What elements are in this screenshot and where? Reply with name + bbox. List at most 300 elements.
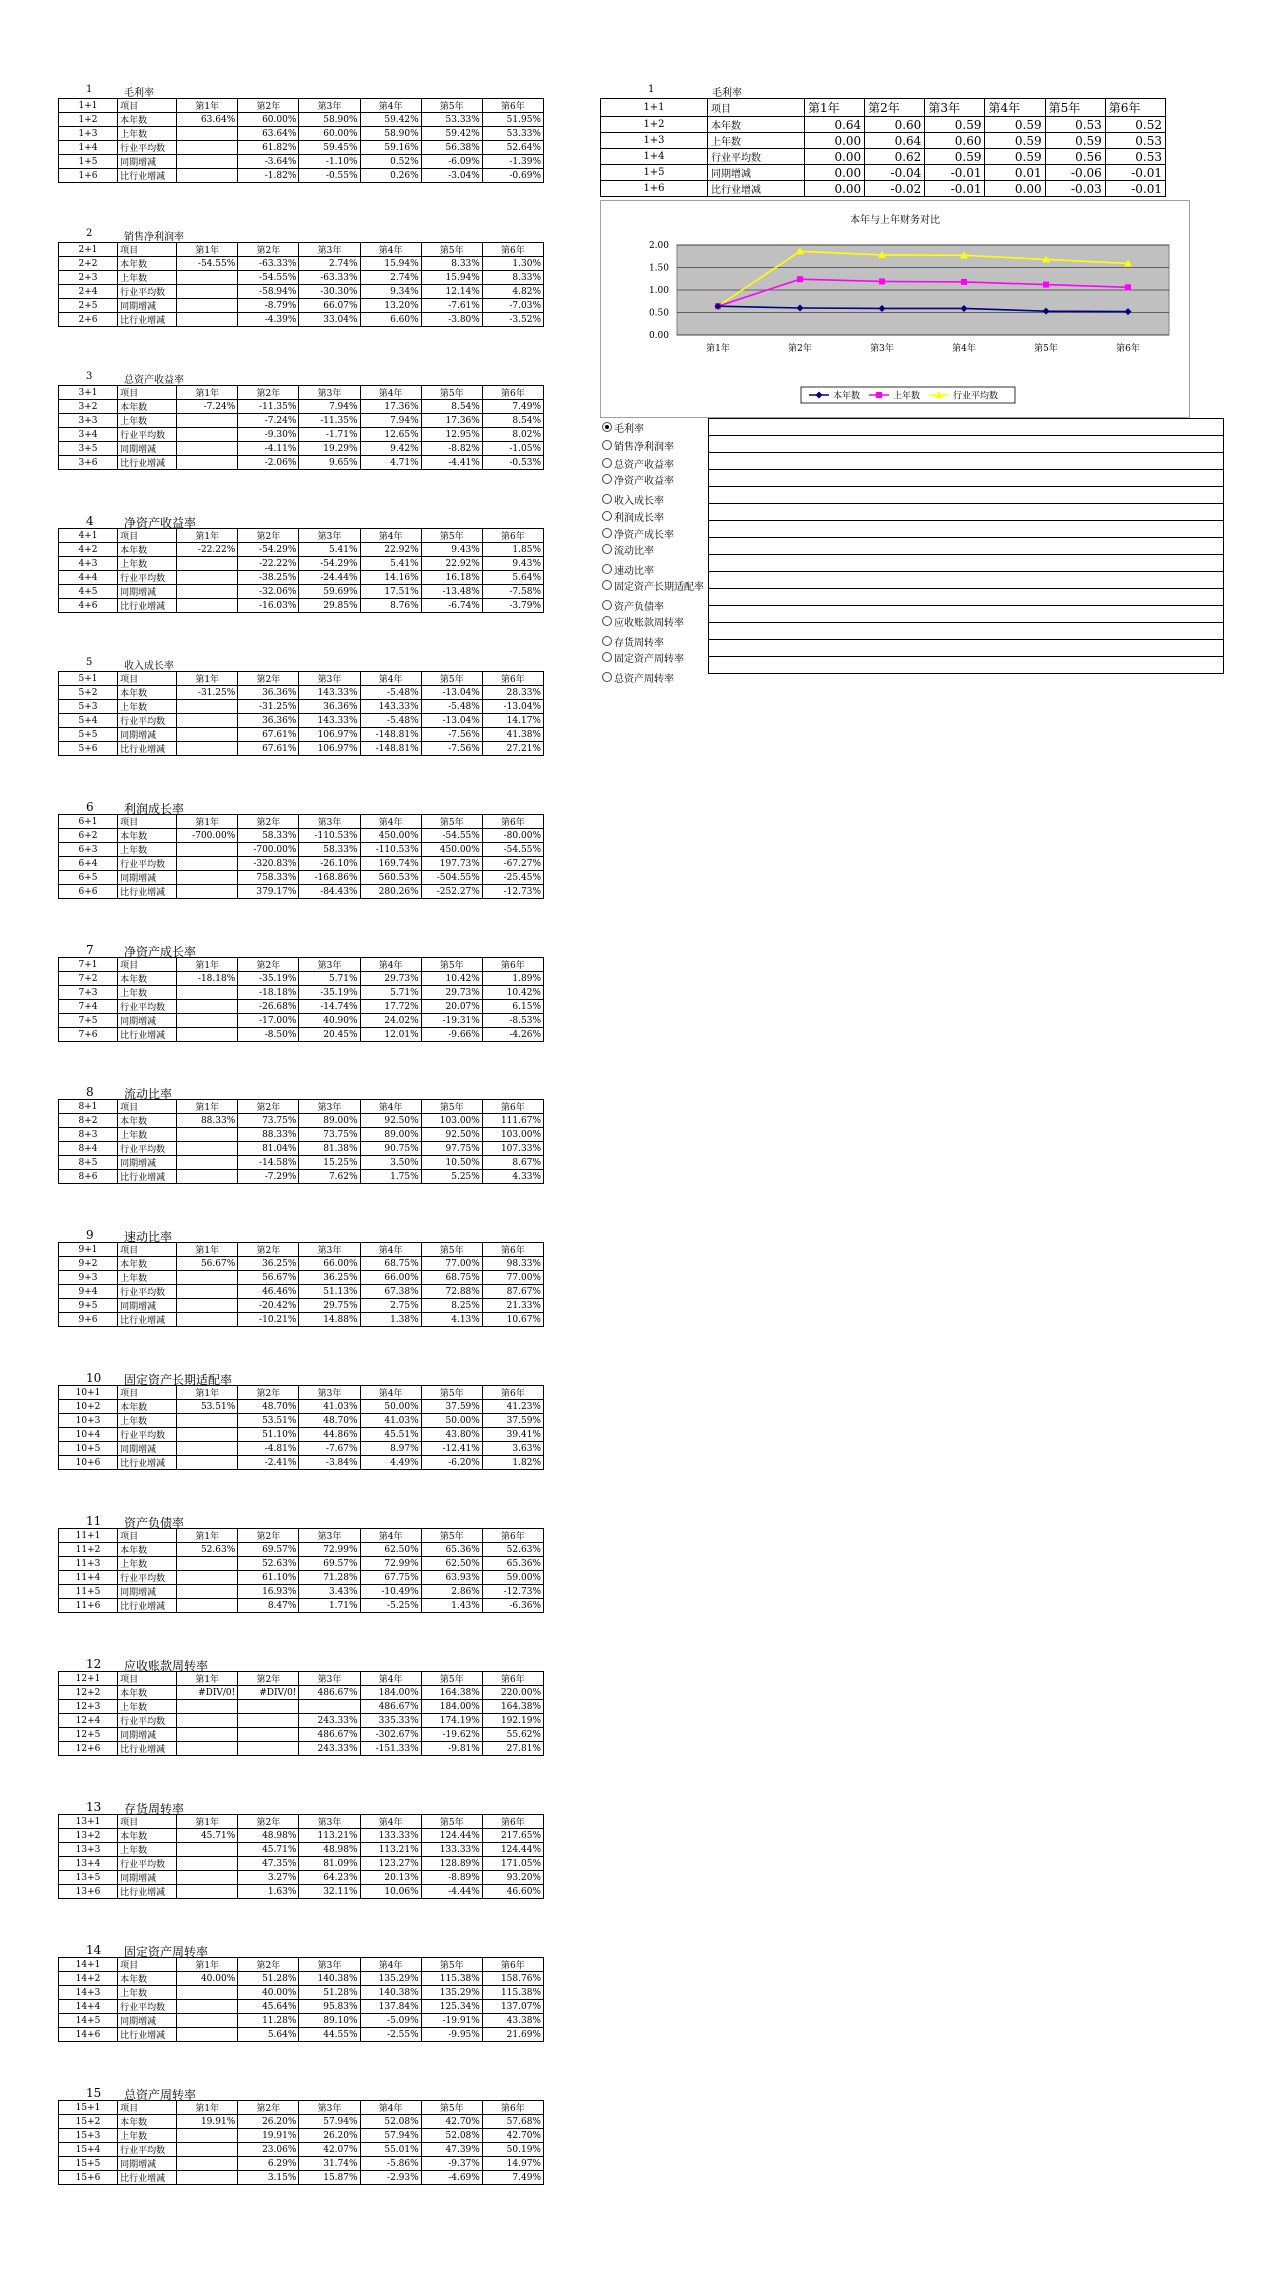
column-header: 第1年 <box>177 1243 238 1257</box>
radio-button[interactable] <box>602 652 612 662</box>
value-cell: -4.81% <box>238 1442 299 1456</box>
value-cell: 53.33% <box>421 113 482 127</box>
row-id-cell: 7+6 <box>59 1028 118 1042</box>
value-cell: 20.13% <box>360 1871 421 1885</box>
value-cell: 72.88% <box>421 1285 482 1299</box>
column-header: 第3年 <box>299 99 360 113</box>
ratio-table <box>58 671 544 756</box>
ratio-option[interactable] <box>600 436 706 454</box>
value-cell: 0.00 <box>805 181 865 197</box>
value-cell: 0.59 <box>925 149 985 165</box>
value-cell: 15.94% <box>421 271 482 285</box>
radio-button[interactable] <box>602 616 612 626</box>
value-cell: 10.67% <box>482 1313 543 1327</box>
value-cell: 56.38% <box>421 141 482 155</box>
value-cell: 62.50% <box>421 1557 482 1571</box>
value-cell: 47.35% <box>238 1857 299 1871</box>
ratio-option[interactable] <box>600 418 706 436</box>
ratio-option[interactable] <box>600 668 706 686</box>
value-cell: 17.36% <box>360 400 421 414</box>
value-cell <box>177 1599 238 1613</box>
table-row <box>59 986 544 1000</box>
value-cell: 143.33% <box>299 714 360 728</box>
column-header: 第2年 <box>238 1529 299 1543</box>
column-header: 第1年 <box>177 1672 238 1686</box>
radio-button[interactable] <box>602 580 612 590</box>
value-cell: 89.00% <box>299 1114 360 1128</box>
value-cell <box>177 1857 238 1871</box>
value-cell: 8.02% <box>482 428 543 442</box>
radio-button[interactable] <box>602 600 612 610</box>
value-cell: 51.28% <box>299 1986 360 2000</box>
radio-button[interactable] <box>602 494 612 504</box>
row-id-cell: 1+2 <box>601 117 708 133</box>
table-row <box>59 585 544 599</box>
column-header: 第2年 <box>238 1672 299 1686</box>
block-header <box>58 1083 544 1099</box>
row-label: 同期增减 <box>118 728 177 742</box>
row-id-cell: 5+3 <box>59 700 118 714</box>
table-row <box>59 1414 544 1428</box>
ratio-option[interactable] <box>600 648 706 666</box>
row-id-cell: 9+6 <box>59 1313 118 1327</box>
block-number: 11 <box>86 1514 102 1528</box>
column-header: 第6年 <box>482 386 543 400</box>
ratio-block <box>58 1798 544 1899</box>
value-cell: -0.03 <box>1045 181 1105 197</box>
row-id-cell: 2+6 <box>59 313 118 327</box>
value-cell: -54.29% <box>238 543 299 557</box>
column-header: 第6年 <box>482 1386 543 1400</box>
ratio-block <box>58 1083 544 1184</box>
value-cell: 1.71% <box>299 1599 360 1613</box>
value-cell <box>177 1585 238 1599</box>
value-cell: 0.60 <box>925 133 985 149</box>
block-number: 1 <box>648 84 655 95</box>
value-cell: 61.82% <box>238 141 299 155</box>
row-label: 比行业增减 <box>118 742 177 756</box>
value-cell: 158.76% <box>482 1972 543 1986</box>
value-cell: -18.18% <box>177 972 238 986</box>
value-cell: -148.81% <box>360 728 421 742</box>
value-cell <box>177 885 238 899</box>
value-cell <box>177 155 238 169</box>
row-id-cell: 7+5 <box>59 1014 118 1028</box>
row-label: 同期增减 <box>118 1014 177 1028</box>
value-cell <box>177 2157 238 2171</box>
value-cell: 450.00% <box>421 843 482 857</box>
value-cell <box>177 169 238 183</box>
value-cell: 5.71% <box>299 972 360 986</box>
block-header <box>58 2084 544 2100</box>
value-cell: 4.71% <box>360 456 421 470</box>
table-row <box>59 1543 544 1557</box>
value-cell: -3.80% <box>421 313 482 327</box>
value-cell: 32.11% <box>299 1885 360 1899</box>
radio-button[interactable] <box>602 528 612 538</box>
table-row <box>59 313 544 327</box>
value-cell: -35.19% <box>299 986 360 1000</box>
row-label: 本年数 <box>118 1400 177 1414</box>
ratio-block <box>58 1369 544 1470</box>
ratio-block <box>58 1941 544 2042</box>
value-cell: 9.42% <box>360 442 421 456</box>
value-cell: -6.09% <box>421 155 482 169</box>
value-cell: 0.26% <box>360 169 421 183</box>
value-cell <box>177 1428 238 1442</box>
column-header: 第3年 <box>299 386 360 400</box>
value-cell: -58.94% <box>238 285 299 299</box>
column-header: 第1年 <box>177 672 238 686</box>
column-header: 第6年 <box>482 815 543 829</box>
row-label: 本年数 <box>118 1829 177 1843</box>
ratio-option[interactable] <box>600 470 706 488</box>
radio-button[interactable] <box>602 672 612 682</box>
value-cell <box>177 1299 238 1313</box>
row-label: 比行业增减 <box>118 2171 177 2185</box>
table-row <box>59 2014 544 2028</box>
value-cell: -9.30% <box>238 428 299 442</box>
value-cell: 8.54% <box>482 414 543 428</box>
value-cell: -504.55% <box>421 871 482 885</box>
data-point <box>797 276 803 282</box>
table-row <box>59 1128 544 1142</box>
option-grid-row <box>709 538 1224 555</box>
value-cell: 41.03% <box>299 1400 360 1414</box>
value-cell: 63.64% <box>238 127 299 141</box>
column-header: 项目 <box>118 1386 177 1400</box>
value-cell: 143.33% <box>360 700 421 714</box>
value-cell <box>299 1700 360 1714</box>
value-cell: -700.00% <box>238 843 299 857</box>
data-point <box>1043 282 1049 288</box>
row-id-cell: 1+5 <box>59 155 118 169</box>
value-cell: 10.42% <box>421 972 482 986</box>
ratio-option[interactable] <box>600 540 706 558</box>
row-label: 本年数 <box>708 117 805 133</box>
block-title: 净资产成长率 <box>124 945 197 959</box>
value-cell: 92.50% <box>360 1114 421 1128</box>
value-cell: -0.04 <box>865 165 925 181</box>
row-label: 比行业增减 <box>118 599 177 613</box>
row-label: 本年数 <box>118 1686 177 1700</box>
ratio-option[interactable] <box>600 490 706 508</box>
table-row <box>59 2115 544 2129</box>
value-cell: 5.41% <box>299 543 360 557</box>
row-label: 比行业增减 <box>118 1170 177 1184</box>
row-label: 行业平均数 <box>118 285 177 299</box>
table-row <box>59 1271 544 1285</box>
option-label: 净资产收益率 <box>614 476 674 487</box>
row-label: 上年数 <box>118 1271 177 1285</box>
value-cell <box>177 599 238 613</box>
option-label: 存货周转率 <box>614 638 664 649</box>
table-row <box>59 113 544 127</box>
column-header: 第4年 <box>360 1815 421 1829</box>
radio-button[interactable] <box>602 458 612 468</box>
value-cell: -19.31% <box>421 1014 482 1028</box>
value-cell: 27.21% <box>482 742 543 756</box>
row-label: 上年数 <box>118 700 177 714</box>
column-header: 第6年 <box>482 243 543 257</box>
row-id-cell: 12+3 <box>59 1700 118 1714</box>
block-title: 总资产收益率 <box>124 375 184 386</box>
value-cell: 58.90% <box>360 127 421 141</box>
row-id-cell: 5+1 <box>59 672 118 686</box>
table-header-row <box>59 386 544 400</box>
value-cell: -19.62% <box>421 1728 482 1742</box>
ratio-option[interactable] <box>600 612 706 630</box>
value-cell: 7.49% <box>482 400 543 414</box>
column-header: 第2年 <box>238 529 299 543</box>
table-row <box>59 1400 544 1414</box>
table-row <box>601 149 1166 165</box>
value-cell: -1.05% <box>482 442 543 456</box>
option-label: 固定资产周转率 <box>614 654 684 665</box>
value-cell: 9.34% <box>360 285 421 299</box>
x-tick-label: 第5年 <box>1034 344 1058 354</box>
ratio-table <box>58 1528 544 1613</box>
option-label: 总资产收益率 <box>614 460 674 471</box>
column-header: 第5年 <box>1045 99 1105 117</box>
value-cell: 45.71% <box>238 1843 299 1857</box>
block-title: 应收账款周转率 <box>124 1659 209 1673</box>
table-row <box>59 1843 544 1857</box>
column-header: 项目 <box>118 1958 177 1972</box>
row-id-cell: 1+2 <box>59 113 118 127</box>
value-cell: 52.08% <box>360 2115 421 2129</box>
x-tick-label: 第6年 <box>1116 344 1140 354</box>
value-cell: 17.36% <box>421 414 482 428</box>
value-cell: 59.45% <box>299 141 360 155</box>
table-row <box>59 1313 544 1327</box>
value-cell: 40.00% <box>238 1986 299 2000</box>
table-row <box>59 127 544 141</box>
value-cell: 24.02% <box>360 1014 421 1028</box>
value-cell: -3.79% <box>482 599 543 613</box>
row-label: 行业平均数 <box>708 149 805 165</box>
legend-label: 本年数 <box>833 391 861 402</box>
row-id-cell: 5+6 <box>59 742 118 756</box>
value-cell: 36.25% <box>238 1257 299 1271</box>
row-label: 本年数 <box>118 1972 177 1986</box>
block-number: 6 <box>86 800 94 814</box>
column-header: 第6年 <box>1105 99 1165 117</box>
row-id-cell: 13+3 <box>59 1843 118 1857</box>
row-label: 行业平均数 <box>118 1142 177 1156</box>
row-label: 同期增减 <box>118 1728 177 1742</box>
value-cell: -2.93% <box>360 2171 421 2185</box>
data-point <box>1125 284 1131 290</box>
value-cell: -31.25% <box>177 686 238 700</box>
radio-button[interactable] <box>602 511 612 521</box>
value-cell: 0.00 <box>985 181 1045 197</box>
value-cell: -4.44% <box>421 1885 482 1899</box>
value-cell: 16.93% <box>238 1585 299 1599</box>
row-id-cell: 3+1 <box>59 386 118 400</box>
column-header: 第1年 <box>177 99 238 113</box>
value-cell: -20.42% <box>238 1299 299 1313</box>
column-header: 第6年 <box>482 529 543 543</box>
column-header: 第1年 <box>177 243 238 257</box>
value-cell: 1.75% <box>360 1170 421 1184</box>
option-label: 总资产周转率 <box>614 674 674 685</box>
value-cell: -9.95% <box>421 2028 482 2042</box>
radio-button[interactable] <box>602 474 612 484</box>
value-cell: 137.84% <box>360 2000 421 2014</box>
value-cell: 72.99% <box>360 1557 421 1571</box>
column-header: 第2年 <box>238 672 299 686</box>
value-cell: 0.59 <box>985 117 1045 133</box>
block-number: 5 <box>86 657 93 668</box>
value-cell: 81.09% <box>299 1857 360 1871</box>
value-cell: 52.63% <box>238 1557 299 1571</box>
row-id-cell: 8+5 <box>59 1156 118 1170</box>
ratio-table <box>58 814 544 899</box>
table-row <box>59 1986 544 2000</box>
comparison-chart <box>600 200 1190 418</box>
value-cell: -7.29% <box>238 1170 299 1184</box>
value-cell: 81.04% <box>238 1142 299 1156</box>
column-header: 第1年 <box>177 815 238 829</box>
radio-button[interactable] <box>602 564 612 574</box>
value-cell: 0.53 <box>1105 133 1165 149</box>
column-header: 第1年 <box>177 386 238 400</box>
value-cell: 44.55% <box>299 2028 360 2042</box>
value-cell: 115.38% <box>421 1972 482 1986</box>
row-id-cell: 3+5 <box>59 442 118 456</box>
table-row <box>59 2129 544 2143</box>
option-grid-row <box>709 419 1224 436</box>
value-cell: 0.52% <box>360 155 421 169</box>
value-cell: 107.33% <box>482 1142 543 1156</box>
value-cell <box>177 1170 238 1184</box>
y-tick-label: 0.00 <box>648 331 669 341</box>
option-label: 速动比率 <box>614 566 654 577</box>
table-row <box>59 1442 544 1456</box>
value-cell: 19.29% <box>299 442 360 456</box>
table-row <box>601 165 1166 181</box>
row-id-cell: 1+3 <box>59 127 118 141</box>
value-cell: 39.41% <box>482 1428 543 1442</box>
row-label: 行业平均数 <box>118 141 177 155</box>
column-header: 第1年 <box>177 529 238 543</box>
value-cell: 90.75% <box>360 1142 421 1156</box>
column-header: 第3年 <box>299 243 360 257</box>
option-label: 净资产成长率 <box>614 530 674 541</box>
value-cell: 2.74% <box>360 271 421 285</box>
column-header: 第4年 <box>360 1529 421 1543</box>
value-cell: 16.18% <box>421 571 482 585</box>
column-header: 项目 <box>118 386 177 400</box>
ratio-option[interactable] <box>600 507 706 525</box>
value-cell <box>177 1843 238 1857</box>
table-row <box>59 285 544 299</box>
table-row <box>59 885 544 899</box>
table-row <box>59 442 544 456</box>
table-row <box>59 2171 544 2185</box>
value-cell: 66.07% <box>299 299 360 313</box>
value-cell: 37.59% <box>482 1414 543 1428</box>
row-label: 行业平均数 <box>118 428 177 442</box>
column-header: 第6年 <box>482 1672 543 1686</box>
row-id-cell: 2+2 <box>59 257 118 271</box>
column-header: 第4年 <box>360 958 421 972</box>
ratio-table <box>58 1671 544 1756</box>
row-id-cell: 4+4 <box>59 571 118 585</box>
ratio-block <box>58 2084 544 2185</box>
block-title: 净资产收益率 <box>124 516 197 530</box>
column-header: 第5年 <box>421 1815 482 1829</box>
table-row <box>59 700 544 714</box>
value-cell: 53.51% <box>238 1414 299 1428</box>
ratio-table <box>58 385 544 470</box>
value-cell: 14.16% <box>360 571 421 585</box>
value-cell <box>177 2143 238 2157</box>
column-header: 项目 <box>118 815 177 829</box>
value-cell: 58.90% <box>299 113 360 127</box>
option-label: 资产负债率 <box>614 602 664 613</box>
value-cell: -84.43% <box>299 885 360 899</box>
column-header: 第3年 <box>299 1386 360 1400</box>
value-cell: -700.00% <box>177 829 238 843</box>
block-header <box>58 1655 544 1671</box>
radio-button[interactable] <box>602 422 612 432</box>
value-cell: 8.33% <box>482 271 543 285</box>
value-cell: 58.33% <box>299 843 360 857</box>
row-id-cell: 5+2 <box>59 686 118 700</box>
value-cell: -13.04% <box>482 700 543 714</box>
value-cell: 450.00% <box>360 829 421 843</box>
value-cell: 36.36% <box>299 700 360 714</box>
value-cell: -54.29% <box>299 557 360 571</box>
column-header: 第1年 <box>177 1958 238 1972</box>
value-cell <box>238 1742 299 1756</box>
radio-button[interactable] <box>602 544 612 554</box>
radio-button[interactable] <box>602 440 612 450</box>
value-cell: 63.64% <box>177 113 238 127</box>
value-cell: 1.38% <box>360 1313 421 1327</box>
value-cell: 19.91% <box>177 2115 238 2129</box>
ratio-block <box>58 369 544 470</box>
value-cell: 14.88% <box>299 1313 360 1327</box>
value-cell: 77.00% <box>482 1271 543 1285</box>
value-cell: -168.86% <box>299 871 360 885</box>
row-label: 本年数 <box>118 1114 177 1128</box>
row-label: 本年数 <box>118 686 177 700</box>
ratio-table <box>58 1242 544 1327</box>
option-label: 流动比率 <box>614 546 654 557</box>
value-cell: 0.59 <box>985 149 1045 165</box>
value-cell: 65.36% <box>482 1557 543 1571</box>
value-cell: 17.51% <box>360 585 421 599</box>
value-cell: -7.24% <box>177 400 238 414</box>
row-label: 比行业增减 <box>708 181 805 197</box>
row-id-cell: 3+4 <box>59 428 118 442</box>
radio-button[interactable] <box>602 636 612 646</box>
row-id-cell: 15+2 <box>59 2115 118 2129</box>
x-tick-label: 第2年 <box>788 344 812 354</box>
value-cell: 41.23% <box>482 1400 543 1414</box>
ratio-table <box>58 242 544 327</box>
column-header: 第5年 <box>421 1243 482 1257</box>
ratio-option[interactable] <box>600 576 706 594</box>
value-cell: 133.33% <box>360 1829 421 1843</box>
value-cell: 1.89% <box>482 972 543 986</box>
y-tick-label: 2.00 <box>648 241 669 251</box>
row-label: 比行业增减 <box>118 1028 177 1042</box>
column-header: 第1年 <box>177 1815 238 1829</box>
